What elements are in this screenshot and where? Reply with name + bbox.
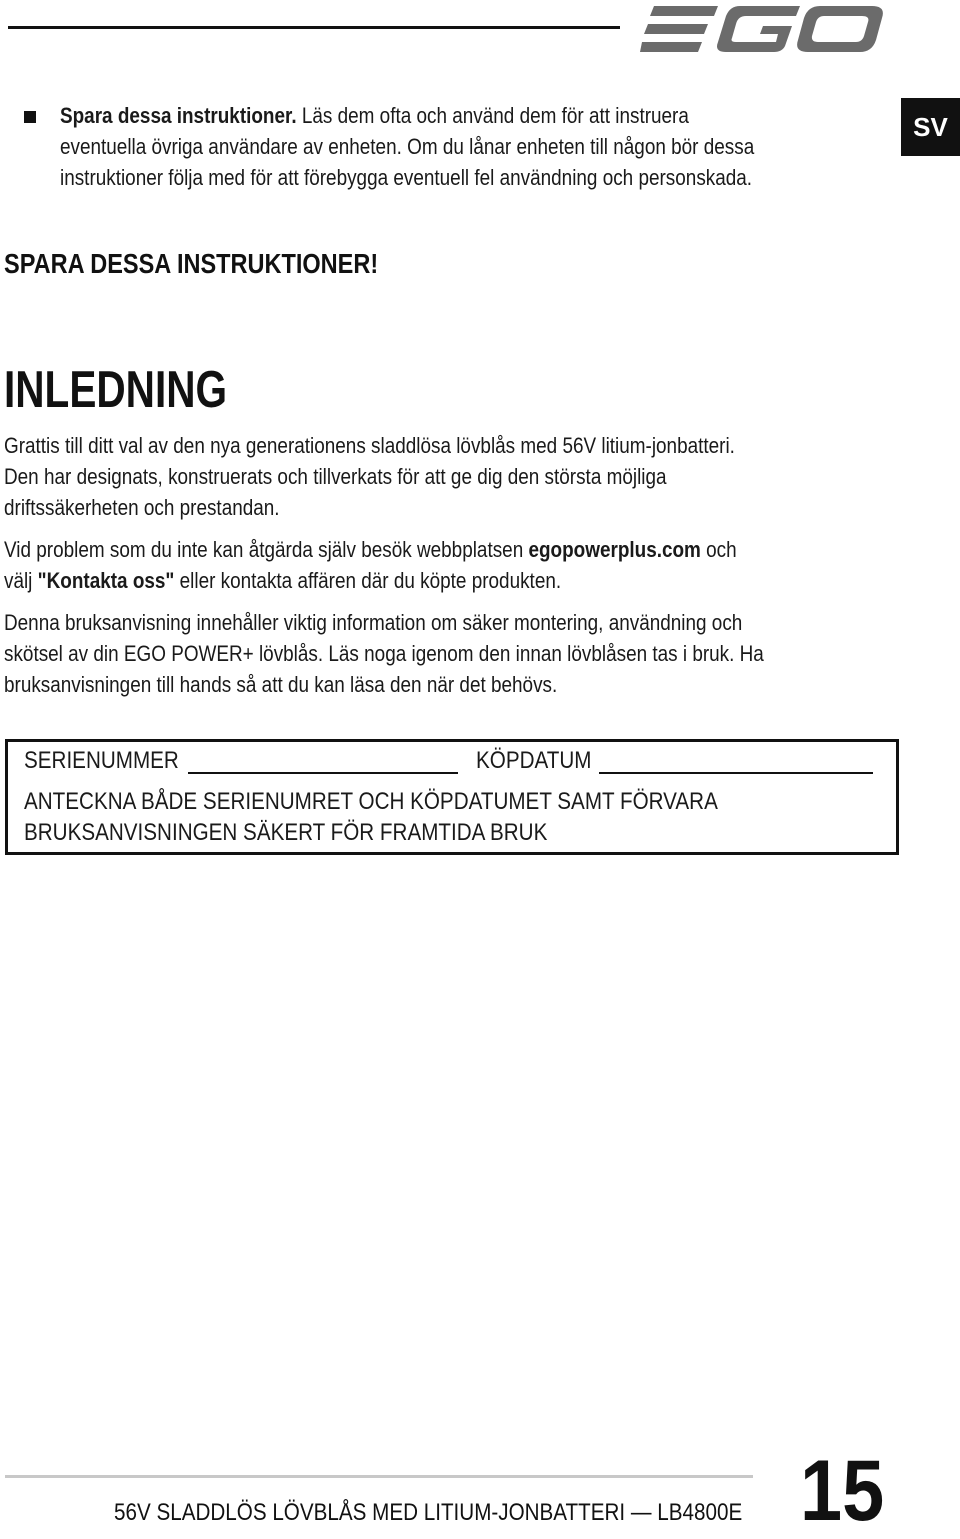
bullet-text: eventuella övriga användare av enheten. Om du lånar enheten till någon bör dessa [60, 134, 755, 159]
footer-rule [5, 1475, 753, 1478]
serial-note-line: BRUKSANVISNINGEN SÄKERT FÖR FRAMTIDA BRUK [24, 819, 548, 846]
serial-number-box [5, 739, 899, 855]
page-number: 15 [800, 1443, 885, 1539]
intro-heading: INLEDNING [4, 361, 228, 419]
bullet-bold-lead: Spara dessa instruktioner. [60, 103, 297, 128]
purchase-date-line [599, 772, 873, 774]
language-tab: SV [901, 98, 960, 156]
bullet-text: Läs dem ofta och använd dem för att instruera [296, 103, 689, 128]
purchase-date-label: KÖPDATUM [476, 747, 592, 774]
bullet-text: instruktioner följa med för att förebygga eventuell fel användning och personskada. [60, 165, 753, 190]
save-heading: SPARA DESSA INSTRUKTIONER! [4, 248, 379, 279]
website-link[interactable]: egopowerplus.com [528, 537, 701, 562]
intro-paragraph-1: Grattis till ditt val av den nya generationens sladdlösa lövblås med 56V litium-jonbatteri. Den har designats, konstruerats och tillverkats för att ge dig den största möjliga driftssäkerheten och prestandan. [4, 433, 735, 520]
serial-note-line: ANTECKNA BÅDE SERIENUMRET OCH KÖPDATUMET SAMT FÖRVARA [24, 788, 718, 815]
save-instructions-bullet [60, 100, 867, 193]
ego-logo [640, 2, 884, 56]
contact-us-label: "Kontakta oss" [37, 568, 175, 593]
serial-number-label: SERIENUMMER [24, 747, 179, 774]
serial-number-line [188, 772, 458, 774]
bullet-marker [24, 111, 36, 123]
header-rule [8, 26, 620, 29]
footer-title: 56V SLADDLÖS LÖVBLÅS MED LITIUM-JONBATTERI — LB4800E [114, 1499, 743, 1526]
intro-paragraph-2: Vid problem som du inte kan åtgärda själv besök webbplatsen egopowerplus.com och välj "Kontakta oss" eller kontakta affären där du köpte produkten. [4, 537, 737, 593]
intro-paragraph-3: Denna bruksanvisning innehåller viktig information om säker montering, användning och skötsel av din EGO POWER+ lövblås. Läs noga igenom den innan lövblåsen tas i bruk. Ha bruksanvisningen till hands så att du kan läsa den när det behövs. [4, 610, 764, 697]
